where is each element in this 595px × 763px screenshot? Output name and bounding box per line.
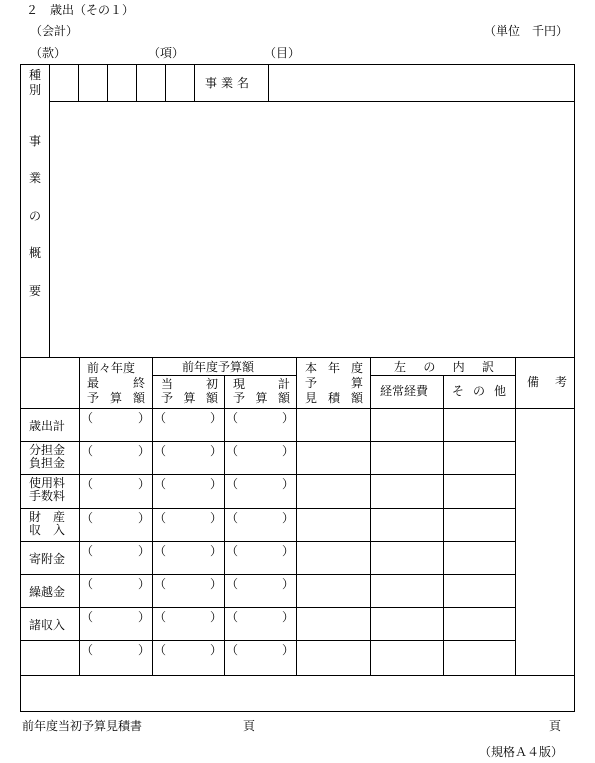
header-prev-prev-amount: 予 算 額 bbox=[87, 391, 145, 405]
header-other: そ の 他 bbox=[452, 384, 506, 398]
header-prev-current-amount: 予 算 額 bbox=[233, 391, 290, 405]
overview-field[interactable] bbox=[50, 102, 573, 356]
row-label: 寄附金 bbox=[29, 552, 66, 566]
cell-other[interactable] bbox=[444, 542, 514, 573]
row-label: 使用料 bbox=[29, 476, 66, 490]
header-remarks: 備 考 bbox=[527, 375, 567, 389]
header-ordinary: 経常経費 bbox=[380, 384, 429, 398]
header-prev-initial: 当 初 bbox=[161, 377, 218, 391]
paren-open: （ bbox=[81, 544, 94, 558]
cell-this-year[interactable] bbox=[297, 608, 369, 639]
paren-close: ） bbox=[138, 544, 151, 558]
cell-ordinary[interactable] bbox=[371, 575, 442, 606]
row-label: 繰越金 bbox=[29, 585, 66, 599]
header-prev-year-group: 前年度予算額 bbox=[182, 360, 255, 374]
account-label: （会計） bbox=[30, 24, 79, 38]
row-label: 諸収入 bbox=[29, 618, 66, 632]
type-label-2: 別 bbox=[29, 83, 42, 97]
paren-close: ） bbox=[282, 511, 295, 525]
paren-close: ） bbox=[282, 444, 295, 458]
cell-other[interactable] bbox=[444, 442, 514, 473]
paren-open: （ bbox=[226, 643, 239, 657]
header-breakdown-group: 左 の 内 訳 bbox=[394, 360, 494, 374]
unit-label: （単位 千円） bbox=[484, 24, 569, 38]
spec-label: （規格Ａ４版） bbox=[479, 745, 564, 759]
paren-close: ） bbox=[138, 511, 151, 525]
page-label-right: 頁 bbox=[549, 719, 562, 733]
row-label: 分担金 bbox=[29, 443, 66, 457]
paren-close: ） bbox=[210, 477, 223, 491]
paren-open: （ bbox=[81, 610, 94, 624]
header-prev-current: 現 計 bbox=[233, 377, 290, 391]
paren-open: （ bbox=[154, 610, 167, 624]
paren-open: （ bbox=[154, 544, 167, 558]
cell-this-year[interactable] bbox=[297, 542, 369, 573]
paren-close: ） bbox=[282, 544, 295, 558]
paren-open: （ bbox=[154, 511, 167, 525]
paren-close: ） bbox=[138, 577, 151, 591]
paren-close: ） bbox=[210, 511, 223, 525]
paren-open: （ bbox=[81, 577, 94, 591]
paren-open: （ bbox=[154, 477, 167, 491]
paren-open: （ bbox=[81, 411, 94, 425]
cell-this-year[interactable] bbox=[297, 575, 369, 606]
paren-close: ） bbox=[282, 411, 295, 425]
cell-this-year[interactable] bbox=[297, 509, 369, 540]
paren-open: （ bbox=[154, 643, 167, 657]
row-label: 収 入 bbox=[29, 523, 66, 537]
overview-label-5: 要 bbox=[29, 284, 42, 298]
cell-other[interactable] bbox=[444, 475, 514, 507]
paren-close: ） bbox=[282, 643, 295, 657]
paren-close: ） bbox=[210, 544, 223, 558]
notes-box[interactable] bbox=[21, 676, 573, 710]
header-this-year: 本 年 度 bbox=[305, 361, 363, 375]
paren-open: （ bbox=[81, 511, 94, 525]
row-label: 財 産 bbox=[29, 510, 66, 524]
header-prev-initial-amount: 予 算 額 bbox=[161, 391, 218, 405]
cell-this-year[interactable] bbox=[297, 409, 369, 440]
overview-label-1: 事 bbox=[29, 134, 42, 148]
paren-close: ） bbox=[138, 643, 151, 657]
page-label-middle: 頁 bbox=[243, 719, 256, 733]
paren-close: ） bbox=[210, 643, 223, 657]
project-name-label: 事業名 bbox=[205, 76, 254, 90]
paren-close: ） bbox=[138, 411, 151, 425]
paren-close: ） bbox=[282, 477, 295, 491]
cell-ordinary[interactable] bbox=[371, 442, 442, 473]
overview-label-3: の bbox=[29, 209, 42, 223]
header-prev-prev-final: 最 終 bbox=[87, 376, 145, 390]
paren-open: （ bbox=[81, 444, 94, 458]
overview-label-2: 業 bbox=[29, 171, 42, 185]
cell-other[interactable] bbox=[444, 409, 514, 440]
paren-close: ） bbox=[138, 610, 151, 624]
paren-open: （ bbox=[226, 477, 239, 491]
cell-ordinary[interactable] bbox=[371, 608, 442, 639]
type-label-1: 種 bbox=[29, 68, 42, 82]
cell-ordinary[interactable] bbox=[371, 542, 442, 573]
paren-open: （ bbox=[154, 577, 167, 591]
paren-close: ） bbox=[210, 444, 223, 458]
header-prev-prev: 前々年度 bbox=[87, 361, 136, 375]
paren-open: （ bbox=[226, 511, 239, 525]
page-title: ２ 歳出（その１） bbox=[26, 3, 135, 17]
overview-label-4: 概 bbox=[29, 246, 42, 260]
cell-ordinary[interactable] bbox=[371, 641, 442, 674]
paren-close: ） bbox=[282, 577, 295, 591]
header-this-year-budget: 予 算 bbox=[305, 376, 363, 390]
cell-other[interactable] bbox=[444, 641, 514, 674]
paren-close: ） bbox=[210, 411, 223, 425]
paren-close: ） bbox=[138, 444, 151, 458]
prev-initial-document-label: 前年度当初予算見積書 bbox=[22, 719, 143, 733]
cell-this-year[interactable] bbox=[297, 641, 369, 674]
paren-close: ） bbox=[282, 610, 295, 624]
moku-label: （目） bbox=[264, 46, 301, 60]
paren-close: ） bbox=[210, 610, 223, 624]
kou-label: （項） bbox=[148, 46, 185, 60]
paren-open: （ bbox=[226, 411, 239, 425]
kan-label: （款） bbox=[30, 46, 67, 60]
project-name-field[interactable] bbox=[269, 65, 573, 100]
cell-ordinary[interactable] bbox=[371, 475, 442, 507]
paren-open: （ bbox=[81, 477, 94, 491]
paren-open: （ bbox=[154, 444, 167, 458]
paren-close: ） bbox=[138, 477, 151, 491]
paren-open: （ bbox=[226, 544, 239, 558]
cell-other[interactable] bbox=[444, 575, 514, 606]
cell-other[interactable] bbox=[444, 509, 514, 540]
row-label: 負担金 bbox=[29, 456, 66, 470]
cell-ordinary[interactable] bbox=[371, 409, 442, 440]
paren-open: （ bbox=[226, 610, 239, 624]
row-label: 手数料 bbox=[29, 489, 66, 503]
cell-other[interactable] bbox=[444, 608, 514, 639]
paren-open: （ bbox=[81, 643, 94, 657]
cell-this-year[interactable] bbox=[297, 475, 369, 507]
paren-close: ） bbox=[210, 577, 223, 591]
header-this-year-estimate: 見 積 額 bbox=[305, 391, 363, 405]
cell-ordinary[interactable] bbox=[371, 509, 442, 540]
paren-open: （ bbox=[154, 411, 167, 425]
row-label: 歳出計 bbox=[29, 419, 66, 433]
cell-this-year[interactable] bbox=[297, 442, 369, 473]
paren-open: （ bbox=[226, 577, 239, 591]
paren-open: （ bbox=[226, 444, 239, 458]
